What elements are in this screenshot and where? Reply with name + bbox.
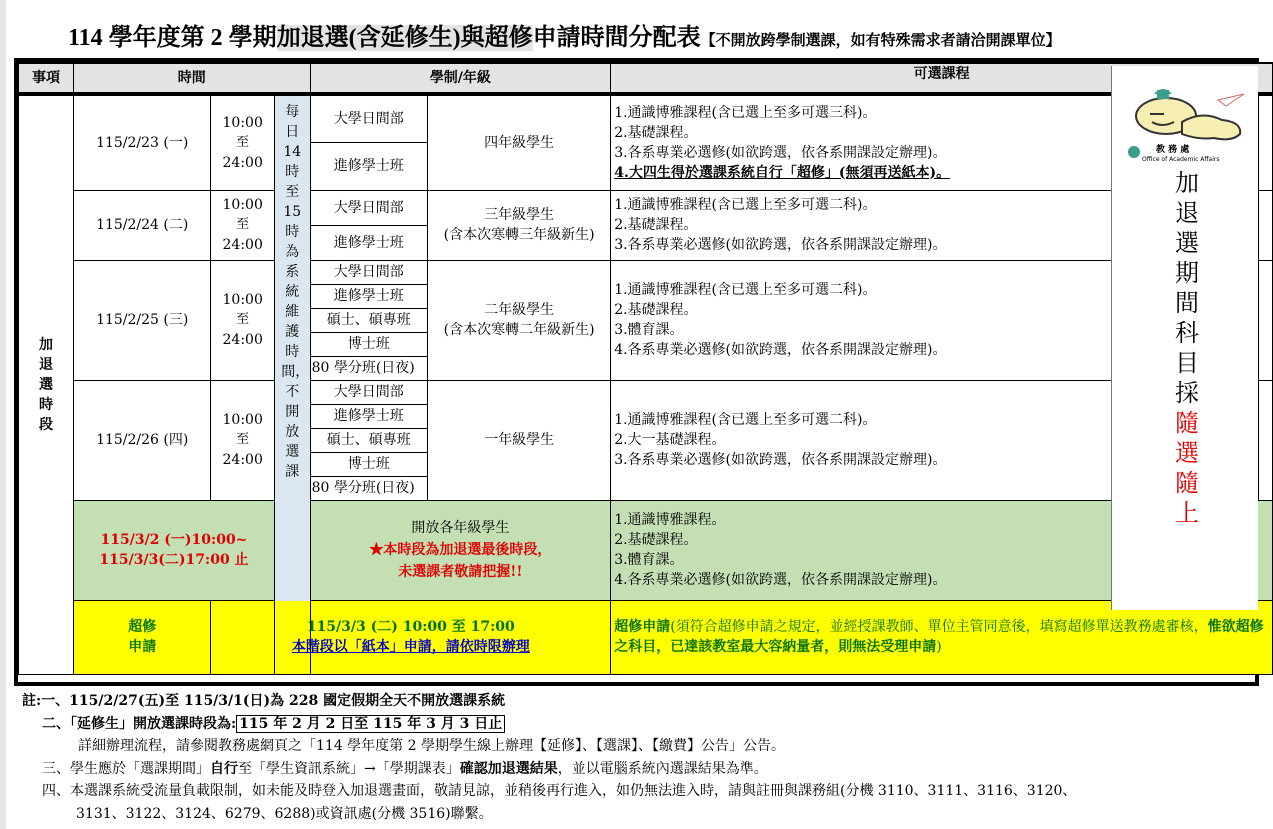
note-4: 四、本選課系統受流量負載限制，如未能及時登入加退選畫面，敬請見諒，並稍後再行進入，如仍無法進入時，請與註冊與課務組(分機 3110、3111、3116、3120、 (42, 783, 1077, 799)
header-item: 事項 (19, 63, 74, 94)
table-row (19, 380, 1273, 404)
table-row (19, 190, 1273, 225)
note-3: 三、學生應於「選課期間」自行至「學生資訊系統」→「學期課表」確認加退選結果，並以電腦系統內選課結果為準。 (42, 760, 768, 777)
side-panel (1111, 66, 1258, 610)
grade-cell: 四年級學生 (427, 94, 610, 190)
table-header-row (19, 63, 1273, 94)
header-system-grade: 學制/年級 (310, 63, 611, 94)
system-cell: 進修學士班 (310, 225, 427, 260)
footnotes (22, 690, 1076, 825)
grade-cell: 三年級學生 (含本次寒轉三年級新生) (427, 190, 610, 260)
courses-cell: 1.通識博雅課程(含已選上至多可選二科)。 2.基礎課程。 3.各系專業必選修(如欲跨選，依各系開課設定辦理)。 (611, 190, 1273, 260)
system-cell: 博士班 (310, 332, 427, 356)
table-row (19, 94, 1273, 142)
overload-time: 115/3/3 (二) 10:00 至 17:00 本階段以「紙本」申請，請依時限辦理 (211, 600, 611, 674)
system-cell: 大學日間部 (310, 94, 427, 142)
courses-cell: 1.通識博雅課程。 2.基礎課程。 3.體育課。 4.各系專業必選修(如欲跨選，依各系開課設定辦理)。 (611, 500, 1273, 600)
add-drop-label: 加退選時段 (19, 94, 74, 674)
system-cell: 大學日間部 (310, 190, 427, 225)
title-suffix: 申請時間分配表 (532, 25, 701, 51)
table-row-final-period (19, 500, 1273, 600)
note-1: 註:一、115/2/27(五)至 115/3/1(日)為 228 國定假期全天不開放選課系統 (22, 693, 506, 709)
courses-cell: 1.通識博雅課程(含已選上至多可選二科)。 2.大一基礎課程。 3.各系專業必選修(如欲跨選，依各系開課設定辦理)。 (611, 380, 1273, 500)
grade-cell: 二年級學生 (含本次寒轉二年級新生) (427, 260, 610, 380)
system-cell: 大學日間部 (310, 380, 427, 404)
time-cell: 10:00 至 24:00 (211, 380, 275, 500)
system-cell: 進修學士班 (310, 284, 427, 308)
final-period-time: 115/3/2 (一)10:00~ 115/3/3(二)17:00 止 (74, 500, 275, 600)
date-cell: 115/2/23 (一) (74, 94, 211, 190)
grade-cell: 一年級學生 (427, 380, 610, 500)
time-cell: 10:00 至 24:00 (211, 94, 275, 190)
header-time: 時間 (74, 63, 311, 94)
schedule-table (18, 62, 1273, 675)
note-2-detail: 詳細辦理流程，請參閱教務處網頁之「114 學年度第 2 學期學生線上辦理【延修】、【選課】、【繳費】公告」公告。 (78, 738, 785, 754)
academic-affairs-logo-icon (1122, 82, 1252, 162)
final-period-grade: 開放各年級學生 ★本時段為加退選最後時段， 未選課者敬請把握!! (310, 500, 611, 600)
title-note: 【不開放跨學制選課，如有特殊需求者請洽開課單位】 (700, 33, 1061, 49)
title-highlight: 加退選(含延修生)與超修 (276, 25, 533, 51)
system-cell: 博士班 (310, 452, 427, 476)
page-edge (0, 0, 6, 829)
courses-cell: 1.通識博雅課程(含已選上至多可選三科)。 2.基礎課程。 3.各系專業必選修(如欲跨選，依各系開課設定辦理)。 4.大四生得於選課系統自行「超修」(無須再送紙本)。 (611, 94, 1273, 190)
maintenance-note: 每日14時至15時為系統維護時間，不開放選課 (274, 94, 310, 674)
vertical-notice: 加 退 選 期 間 科 目 採 隨 選 隨 上 (1175, 169, 1199, 527)
note-2: 二、「延修生」開放選課時段為: 115 年 2 月 2 日至 115 年 3 月 3 日止 (22, 713, 1076, 736)
header-courses: 可選課程 (611, 63, 1273, 94)
time-cell: 10:00 至 24:00 (211, 190, 275, 260)
date-cell: 115/2/25 (三) (74, 260, 211, 380)
table-row (19, 260, 1273, 284)
system-cell: 大學日間部 (310, 260, 427, 284)
overload-label: 超修 申請 (74, 600, 211, 674)
table-row-overload (19, 600, 1273, 674)
courses-cell: 1.通識博雅課程(含已選上至多可選二科)。 2.基礎課程。 3.體育課。 4.各系專業必選修(如欲跨選，依各系開課設定辦理)。 (611, 260, 1273, 380)
svg-text:教 務 處: 教 務 處 (1156, 145, 1190, 155)
time-cell: 10:00 至 24:00 (211, 260, 275, 380)
title-prefix: 114 學年度第 2 學期 (68, 25, 277, 51)
system-cell: 進修學士班 (310, 142, 427, 190)
date-cell: 115/2/24 (二) (74, 190, 211, 260)
deferred-student-period: 115 年 2 月 2 日至 115 年 3 月 3 日止 (236, 715, 505, 733)
overload-description: 超修申請(須符合超修申請之規定，並經授課教師、單位主管同意後，填寫超修單送教務處審核，惟欲超修之科目，已達該教室最大容納量者，則無法受理申請) (611, 600, 1273, 674)
paper-application-link[interactable]: 本階段以「紙本」申請，請依時限辦理 (291, 639, 530, 655)
svg-text:Office of Academic Affairs: Office of Academic Affairs (1142, 156, 1220, 162)
note-4-cont: 3131、3122、3124、6279、6288)或資訊處(分機 3516)聯繫。 (76, 805, 493, 822)
system-cell: 進修學士班 (310, 404, 427, 428)
final-warning: ★本時段為加退選最後時段， (369, 542, 552, 558)
system-cell: 碩士、碩專班 (310, 428, 427, 452)
date-cell: 115/2/26 (四) (74, 380, 211, 500)
page-title (68, 22, 1061, 54)
system-cell: 80 學分班(日夜) (310, 356, 427, 380)
system-cell: 碩士、碩專班 (310, 308, 427, 332)
system-cell: 80 學分班(日夜) (310, 476, 427, 500)
